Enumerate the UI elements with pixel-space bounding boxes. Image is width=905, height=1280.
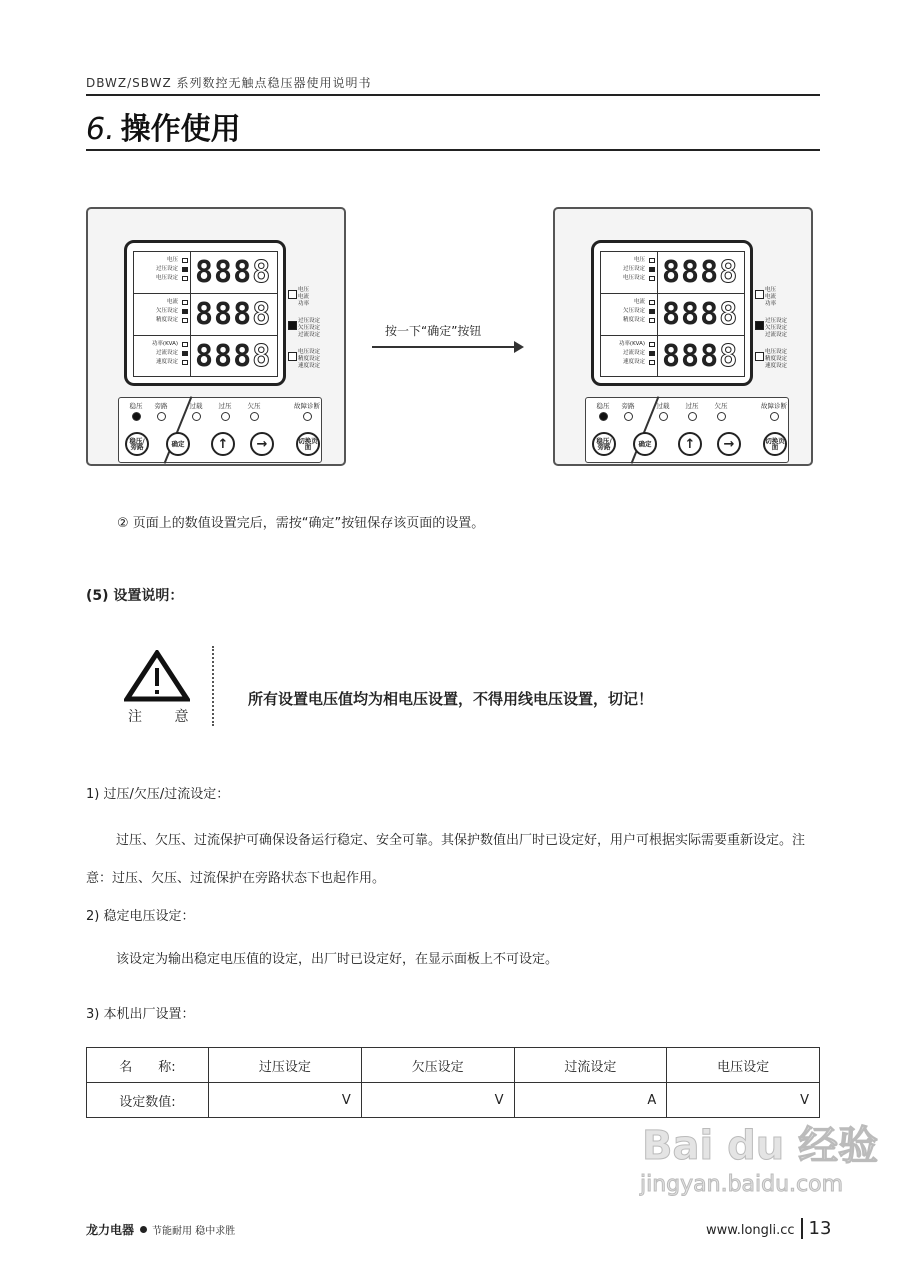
label-text: 过流设定 [155, 350, 178, 356]
legend-group [765, 287, 776, 308]
led-circle-icon [717, 412, 726, 421]
display-row [133, 293, 278, 335]
label-text: 欠压设定 [622, 308, 645, 314]
legend-label: 功率 [298, 301, 310, 307]
row-labels [136, 298, 188, 325]
label-text: 过流设定 [622, 350, 645, 356]
indicator-label [136, 274, 188, 283]
digits: 888 [662, 339, 720, 374]
section-title-text: 操作使用 [120, 112, 241, 147]
legend-group [298, 287, 309, 308]
legend-label: 电压设定 [765, 349, 788, 355]
warning-icon [124, 650, 202, 726]
seven-segment-digits [657, 336, 745, 377]
legend-group [298, 318, 320, 339]
legend-square-icon [288, 290, 297, 299]
header-rule [86, 94, 820, 96]
led-circle-icon [157, 412, 166, 421]
label-text: 速度设定 [622, 359, 645, 365]
item-2-heading: 2) 稳定电压设定： [86, 909, 195, 924]
table-row [87, 1083, 820, 1118]
status-led [613, 402, 643, 421]
led-circle-icon [770, 412, 779, 421]
seven-segment-digits [190, 336, 278, 377]
legend-square-icon [755, 352, 764, 361]
item-1-heading: 1) 过压/欠压/过流设定： [86, 787, 230, 802]
legend-square-icon [755, 290, 764, 299]
led-label: 旁路 [154, 402, 168, 410]
switch-page-button[interactable]: 切换页面 [763, 432, 787, 456]
indicator-label [603, 340, 655, 349]
seven-segment-digits [657, 252, 745, 293]
led-label: 稳压 [596, 402, 610, 410]
legend-square-icon [288, 352, 297, 361]
title-rule [86, 149, 820, 151]
indicator-square-icon [182, 318, 188, 323]
control-panel [118, 397, 322, 463]
label-text: 电压设定 [622, 275, 645, 281]
led-label: 稳压 [129, 402, 143, 410]
footer-url[interactable]: www.longli.cc [706, 1223, 795, 1238]
label-text: 精度设定 [155, 317, 178, 323]
page-number: 13 [801, 1218, 832, 1239]
led-label: 欠压 [714, 402, 728, 410]
label-text: 过压设定 [155, 266, 178, 272]
table-cell: 名 称: [87, 1048, 209, 1083]
legend-square-icon [755, 321, 764, 330]
right-button[interactable]: → [717, 432, 741, 456]
indicator-square-icon [649, 267, 655, 272]
indicator-label [603, 358, 655, 367]
led-label: 过压 [218, 402, 232, 410]
indicator-label [136, 349, 188, 358]
indicator-square-icon [182, 309, 188, 314]
indicator-square-icon [182, 258, 188, 263]
watermark-url: jingyan.baidu.com [640, 1172, 844, 1197]
dim-digit: 8 [252, 297, 272, 332]
legend-label: 欠压设定 [765, 325, 788, 331]
section-5-heading: (5) 设置说明： [86, 588, 184, 604]
status-led [706, 402, 736, 421]
indicator-label [603, 307, 655, 316]
status-led [239, 402, 269, 421]
mode-toggle-button[interactable]: 稳压/旁路 [125, 432, 149, 456]
legend-group [765, 318, 787, 339]
table-cell: 电压设定 [667, 1048, 820, 1083]
indicator-square-icon [649, 342, 655, 347]
legend-label: 精度设定 [298, 356, 321, 362]
legend-group [298, 349, 320, 370]
indicator-square-icon [649, 309, 655, 314]
row-labels [136, 256, 188, 283]
indicator-label [136, 340, 188, 349]
indicator-label [603, 316, 655, 325]
label-text: 电压 [633, 257, 645, 263]
display-row [133, 335, 278, 377]
table-cell: 欠压设定 [361, 1048, 514, 1083]
confirm-button[interactable]: 确定 [166, 432, 190, 456]
indicator-square-icon [182, 360, 188, 365]
legend-label: 电压 [765, 287, 777, 293]
label-text: 电流 [166, 299, 178, 305]
table-cell: V [361, 1083, 514, 1118]
led-circle-icon [599, 412, 608, 421]
indicator-square-icon [649, 300, 655, 305]
dim-digit: 8 [719, 339, 739, 374]
status-led [648, 402, 678, 421]
label-text: 电压设定 [155, 275, 178, 281]
slogan: 节能耐用 稳中求胜 [152, 1226, 236, 1237]
lcd-display [591, 240, 753, 386]
legend-label: 速度设定 [765, 363, 788, 369]
seven-segment-digits [190, 252, 278, 293]
dim-digit: 8 [719, 297, 739, 332]
led-label: 故障诊断 [294, 402, 320, 410]
label-text: 精度设定 [622, 317, 645, 323]
legend-label: 过流设定 [298, 332, 321, 338]
digits: 888 [195, 255, 253, 290]
indicator-square-icon [182, 267, 188, 272]
indicator-label [136, 256, 188, 265]
led-circle-icon [659, 412, 668, 421]
indicator-label [603, 265, 655, 274]
led-circle-icon [132, 412, 141, 421]
label-text: 过压设定 [622, 266, 645, 272]
indicator-label [136, 298, 188, 307]
row-labels [603, 298, 655, 325]
indicator-square-icon [649, 351, 655, 356]
warning-label: 注 意 [128, 709, 203, 725]
control-panel [585, 397, 789, 463]
status-led [759, 402, 789, 421]
led-label: 旁路 [621, 402, 635, 410]
status-led [181, 402, 211, 421]
item-3-heading: 3) 本机出厂设置： [86, 1007, 195, 1022]
display-row [600, 335, 745, 377]
status-led [210, 402, 240, 421]
led-circle-icon [303, 412, 312, 421]
item-1-body: 过压、欠压、过流保护可确保设备运行稳定、安全可靠。其保护数值出厂时已设定好，用户可根据实际需要重新设定。注意：过压、欠压、过流保护在旁路状态下也起作用。 [86, 833, 806, 886]
legend-label: 过压设定 [298, 318, 321, 324]
led-circle-icon [250, 412, 259, 421]
indicator-square-icon [182, 300, 188, 305]
seven-segment-digits [190, 294, 278, 335]
indicator-square-icon [649, 360, 655, 365]
switch-page-button[interactable]: 切换页面 [296, 432, 320, 456]
display-row [133, 251, 278, 293]
label-text: 电压 [166, 257, 178, 263]
display-row [600, 293, 745, 335]
row-labels [603, 340, 655, 367]
indicator-label [603, 256, 655, 265]
label-text: 电流 [633, 299, 645, 305]
bullet-icon [140, 1226, 147, 1233]
led-circle-icon [221, 412, 230, 421]
up-button[interactable]: ↑ [211, 432, 235, 456]
panel-after [553, 207, 813, 466]
table-cell: 过流设定 [514, 1048, 667, 1083]
table-cell: A [514, 1083, 667, 1118]
indicator-label [136, 358, 188, 367]
indicator-label [603, 274, 655, 283]
legend-label: 功率 [765, 301, 777, 307]
digits: 888 [662, 297, 720, 332]
legend-label: 电流 [765, 294, 777, 300]
display-row [600, 251, 745, 293]
factory-settings-table [86, 1047, 820, 1118]
indicator-label [603, 349, 655, 358]
digits: 888 [195, 339, 253, 374]
indicator-label [136, 265, 188, 274]
watermark-logo: Bai du 经验 [642, 1123, 879, 1169]
arrow-label: 按一下“确定”按钮 [385, 324, 482, 338]
legend-label: 电压设定 [298, 349, 321, 355]
right-arrow-icon [372, 346, 522, 348]
dim-digit: 8 [252, 255, 272, 290]
legend-group [765, 349, 787, 370]
digits: 888 [662, 255, 720, 290]
panel-before [86, 207, 346, 466]
dim-digit: 8 [719, 255, 739, 290]
indicator-square-icon [649, 258, 655, 263]
legend-label: 精度设定 [765, 356, 788, 362]
mode-toggle-button[interactable]: 稳压/旁路 [592, 432, 616, 456]
table-cell: V [667, 1083, 820, 1118]
table-cell: V [209, 1083, 362, 1118]
seven-segment-digits [657, 294, 745, 335]
indicator-label [136, 316, 188, 325]
led-label: 故障诊断 [761, 402, 787, 410]
legend-label: 欠压设定 [298, 325, 321, 331]
label-text: 欠压设定 [155, 308, 178, 314]
dim-digit: 8 [252, 339, 272, 374]
table-cell: 过压设定 [209, 1048, 362, 1083]
warning-text: 所有设置电压值均为相电压设置，不得用线电压设置，切记！ [248, 690, 654, 708]
led-label: 过载 [656, 402, 670, 410]
legend-label: 过流设定 [765, 332, 788, 338]
led-label: 过载 [189, 402, 203, 410]
footer-brand [86, 1221, 235, 1238]
indicator-square-icon [182, 342, 188, 347]
running-title: DBWZ/SBWZ 系列数控无触点稳压器使用说明书 [86, 76, 372, 90]
indicator-square-icon [182, 276, 188, 281]
lcd-display [124, 240, 286, 386]
led-label: 欠压 [247, 402, 261, 410]
footer-page [706, 1218, 831, 1239]
digits: 888 [195, 297, 253, 332]
indicator-square-icon [182, 351, 188, 356]
led-circle-icon [688, 412, 697, 421]
note: ② 页面上的数值设置完后，需按“确定”按钮保存该页面的设置。 [117, 516, 485, 531]
label-text: 功率(KVA) [618, 341, 645, 347]
indicator-square-icon [649, 276, 655, 281]
section-title [86, 104, 241, 148]
indicator-label [603, 298, 655, 307]
status-led [677, 402, 707, 421]
indicator-square-icon [649, 318, 655, 323]
label-text: 速度设定 [155, 359, 178, 365]
led-circle-icon [192, 412, 201, 421]
legend-label: 速度设定 [298, 363, 321, 369]
row-labels [603, 256, 655, 283]
table-cell: 设定数值: [87, 1083, 209, 1118]
brand-name: 龙力电器 [86, 1223, 135, 1237]
confirm-button[interactable]: 确定 [633, 432, 657, 456]
legend-label: 过压设定 [765, 318, 788, 324]
legend-label: 电流 [298, 294, 310, 300]
divider [212, 646, 214, 726]
right-button[interactable]: → [250, 432, 274, 456]
led-label: 过压 [685, 402, 699, 410]
section-number: 6. [86, 112, 115, 147]
status-led [292, 402, 322, 421]
legend-label: 电压 [298, 287, 310, 293]
up-button[interactable]: ↑ [678, 432, 702, 456]
led-circle-icon [624, 412, 633, 421]
status-led [146, 402, 176, 421]
indicator-label [136, 307, 188, 316]
label-text: 功率(KVA) [151, 341, 178, 347]
row-labels [136, 340, 188, 367]
table-header-row [87, 1048, 820, 1083]
item-2-body: 该设定为输出稳定电压值的设定，出厂时已设定好，在显示面板上不可设定。 [116, 952, 559, 967]
legend-square-icon [288, 321, 297, 330]
